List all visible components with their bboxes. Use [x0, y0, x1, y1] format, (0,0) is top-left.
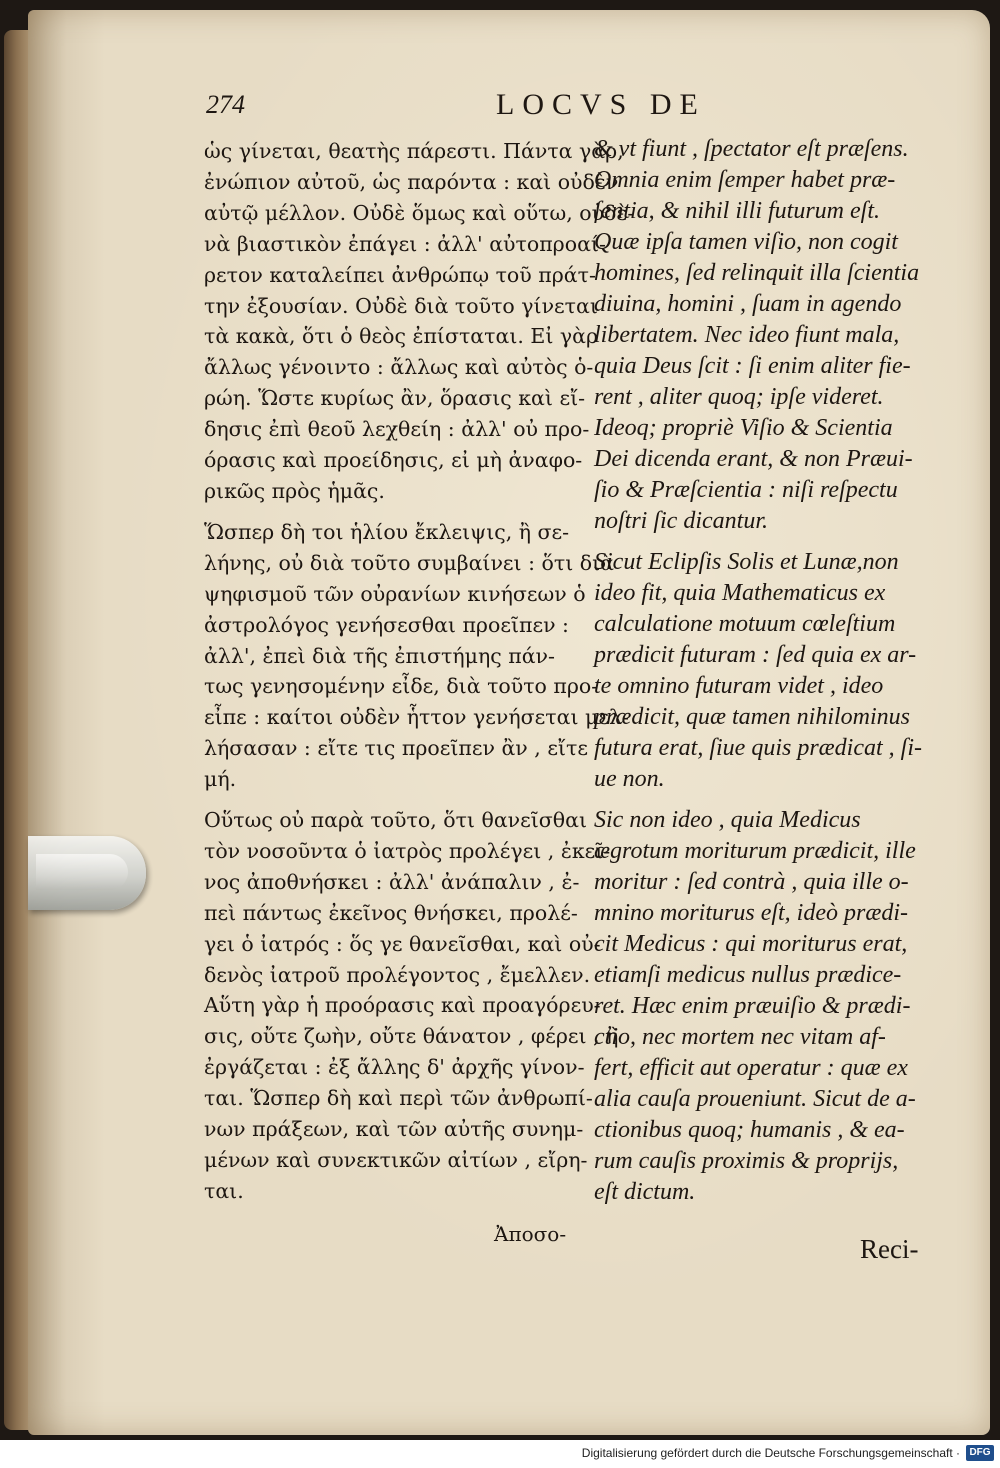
- text-line: ret. Hæc enim præuiſio & prædi-: [594, 993, 911, 1019]
- paragraph-gap: [204, 507, 584, 517]
- text-line: δησις ἐπὶ θεοῦ λεχθείη : ἀλλ' οὐ προ-: [204, 417, 590, 442]
- text-line: te omnino futuram videt , ideo: [594, 673, 884, 699]
- text-line: νὰ βιαστικὸν ἐπάγει : ἀλλ' αὐτοπροαί-: [204, 231, 606, 256]
- text-line: μένων καὶ συνεκτικῶν αἰτίων , εἴρη-: [204, 1148, 588, 1172]
- text-line: ἄλλως γένοιντο : ἄλλως καὶ αὐτὸς ὁ-: [204, 355, 594, 380]
- text-line: αὐτῷ μέλλον. Οὐδὲ ὅμως καὶ οὕτω, οὐδὲ-: [204, 200, 635, 225]
- text-line: Ὥσπερ δὴ τοι ἡλίου ἔκλειψις, ἢ σε-: [204, 519, 570, 544]
- text-line: σις, οὔτε ζωὴν, οὔτε θάνατον , φέρει , ἢ: [204, 1024, 619, 1049]
- text-line: τως γενησομένην εἶδε, διὰ τοῦτο προ-: [204, 674, 599, 699]
- text-line: Οὕτως οὐ παρὰ τοῦτο, ὅτι θανεῖσθαι: [204, 808, 587, 833]
- page-header: [206, 88, 966, 128]
- text-line: prædicit futuram : ſed quia ex ar-: [594, 642, 917, 668]
- text-line: & vt fiunt , ſpectator eſt præſens.: [594, 136, 909, 162]
- text-line: mnino moriturus eſt, ideò prædi-: [594, 900, 909, 926]
- text-line: fert, efficit aut operatur : quæ ex: [594, 1055, 908, 1081]
- text-line: Sic non ideo , quia Medicus: [594, 807, 861, 833]
- digitization-footer: [0, 1440, 1000, 1468]
- text-line: νος ἀποθνήσκει : ἀλλ' ἀνάπαλιν , ἐ-: [204, 869, 580, 894]
- text-line: ctio, nec mortem nec vitam af-: [594, 1024, 886, 1050]
- text-line: cit Medicus : qui moriturus erat,: [594, 931, 908, 957]
- text-line: τὰ κακὰ, ὅτι ὁ θεὸς ἐπίσταται. Εἰ γὰρ: [204, 324, 599, 349]
- latin-catchword: Reci-: [860, 1234, 919, 1264]
- text-line: Sicut Eclipſis Solis et Lunæ,non: [594, 549, 899, 575]
- text-line: μή.: [204, 767, 237, 792]
- text-line: ται. Ὥσπερ δὴ καὶ περὶ τῶν ἀνθρωπί-: [204, 1086, 593, 1111]
- text-line: ὡς γίνεται, θεατὴς πάρεστι. Πάντα γὰρ,: [204, 139, 624, 163]
- text-line: rent , aliter quoq; ipſe videret.: [594, 384, 884, 410]
- text-line: πεὶ πάντως ἐκεῖνος θνήσκει, προλέ-: [204, 900, 578, 925]
- text-line: Ideoq; propriè Viſio & Scientia: [594, 415, 893, 441]
- text-line: δενὸς ἰατροῦ προλέγοντος , ἔμελλεν.: [204, 962, 591, 987]
- text-line: ρετον καταλείπει ἀνθρώπῳ τοῦ πράτ-: [204, 262, 596, 287]
- latin-text-column: [594, 134, 970, 1208]
- footer-credit: Digitalisierung gefördert durch die Deutsche Forschungsgemeinschaft ·: [581, 1446, 960, 1460]
- text-line: λήνης, οὐ διὰ τοῦτο συμβαίνει : ὅτι διὰ: [204, 550, 614, 575]
- greek-catchword: Ἀποσο-: [494, 1222, 567, 1246]
- text-line: ρικῶς πρὸς ἡμᾶς.: [204, 478, 385, 503]
- text-line: ideo fit, quia Mathematicus ex: [594, 580, 886, 606]
- text-line: ſio & Præſcientia : niſi reſpectu: [594, 477, 898, 503]
- text-line: futura erat, ſiue quis prædicat , ſi-: [594, 735, 922, 761]
- text-line: rum cauſis proximis & proprijs,: [594, 1148, 899, 1174]
- text-line: alia cauſa proueniunt. Sicut de a-: [594, 1086, 916, 1112]
- text-line: ρώη. Ὥστε κυρίως ἂν, ὅρασις καὶ εἴ-: [204, 386, 586, 411]
- text-line: ἐργάζεται : ἐξ ἄλλης δ' ἀρχῆς γίνον-: [204, 1055, 585, 1080]
- paragraph-gap: [594, 795, 970, 805]
- text-line: libertatem. Nec ideo fiunt mala,: [594, 322, 900, 348]
- text-line: homines, ſed relinquit illa ſcientia: [594, 260, 920, 286]
- text-line: moritur : ſed contrà , quia ille o-: [594, 869, 909, 895]
- text-line: ἀστρολόγος γενήσεσθαι προεῖπεν :: [204, 612, 569, 637]
- text-line: Omnia enim ſemper habet præ-: [594, 167, 896, 193]
- text-line: noſtri ſic dicantur.: [594, 508, 768, 534]
- paragraph-gap: [204, 795, 584, 805]
- text-line: Quæ ipſa tamen viſio, non cogit: [594, 229, 898, 255]
- text-line: quia Deus ſcit : ſi enim aliter fie-: [594, 353, 911, 379]
- text-line: όρασις καὶ προείδησις, εἰ μὴ ἀναφο-: [204, 448, 583, 473]
- text-line: γει ὁ ἰατρός : ὅς γε θανεῖσθαι, καὶ οὐ-: [204, 931, 601, 956]
- text-line: νων πράξεων, καὶ τῶν αὐτῆς συνημ-: [204, 1117, 584, 1142]
- text-line: Αὕτη γὰρ ἡ προόρασις καὶ προαγόρευ-: [204, 993, 601, 1018]
- text-line: ſentia, & nihil illi futurum eſt.: [594, 198, 880, 224]
- text-line: Dei dicenda erant, & non Præui-: [594, 446, 913, 472]
- page-number: 274: [206, 90, 245, 119]
- text-line: prædicit, quæ tamen nihilominus: [594, 704, 911, 730]
- text-line: τὸν νοσοῦντα ὁ ἰατρὸς προλέγει , ἐκεῖ-: [204, 838, 611, 863]
- text-line: ctionibus quoq; humanis , & ea-: [594, 1117, 905, 1143]
- text-line: ψηφισμοῦ τῶν οὐρανίων κινήσεων ὁ: [204, 581, 586, 606]
- text-line: ἀλλ', ἐπεὶ διὰ τῆς ἐπιστήμης πάν-: [204, 643, 555, 668]
- text-line: την ἐξουσίαν. Οὐδὲ διὰ τοῦτο γίνεται: [204, 293, 598, 318]
- text-line: λήσασαν : εἴτε τις προεῖπεν ἂν , εἴτε: [204, 736, 588, 761]
- running-head: LOCVS DE: [496, 88, 706, 121]
- text-line: etiamſi medicus nullus prædice-: [594, 962, 902, 988]
- text-line: εἶπε : καίτοι οὐδὲν ἧττον γενήσεται μελ-: [204, 705, 629, 730]
- page-clip: [28, 836, 146, 910]
- text-line: calculatione motuum cœleſtium: [594, 611, 896, 637]
- text-line: eſt dictum.: [594, 1179, 696, 1205]
- text-line: ἐνώπιον αὐτοῦ, ὡς παρόντα : καὶ οὐδὲν: [204, 169, 619, 194]
- text-line: ται.: [204, 1178, 244, 1203]
- text-line: ue non.: [594, 766, 665, 792]
- text-line: ægrotum moriturum prædicit, ille: [594, 838, 916, 864]
- paragraph-gap: [594, 537, 970, 547]
- dfg-logo: DFG: [966, 1445, 994, 1461]
- text-line: diuina, homini , ſuam in agendo: [594, 291, 902, 317]
